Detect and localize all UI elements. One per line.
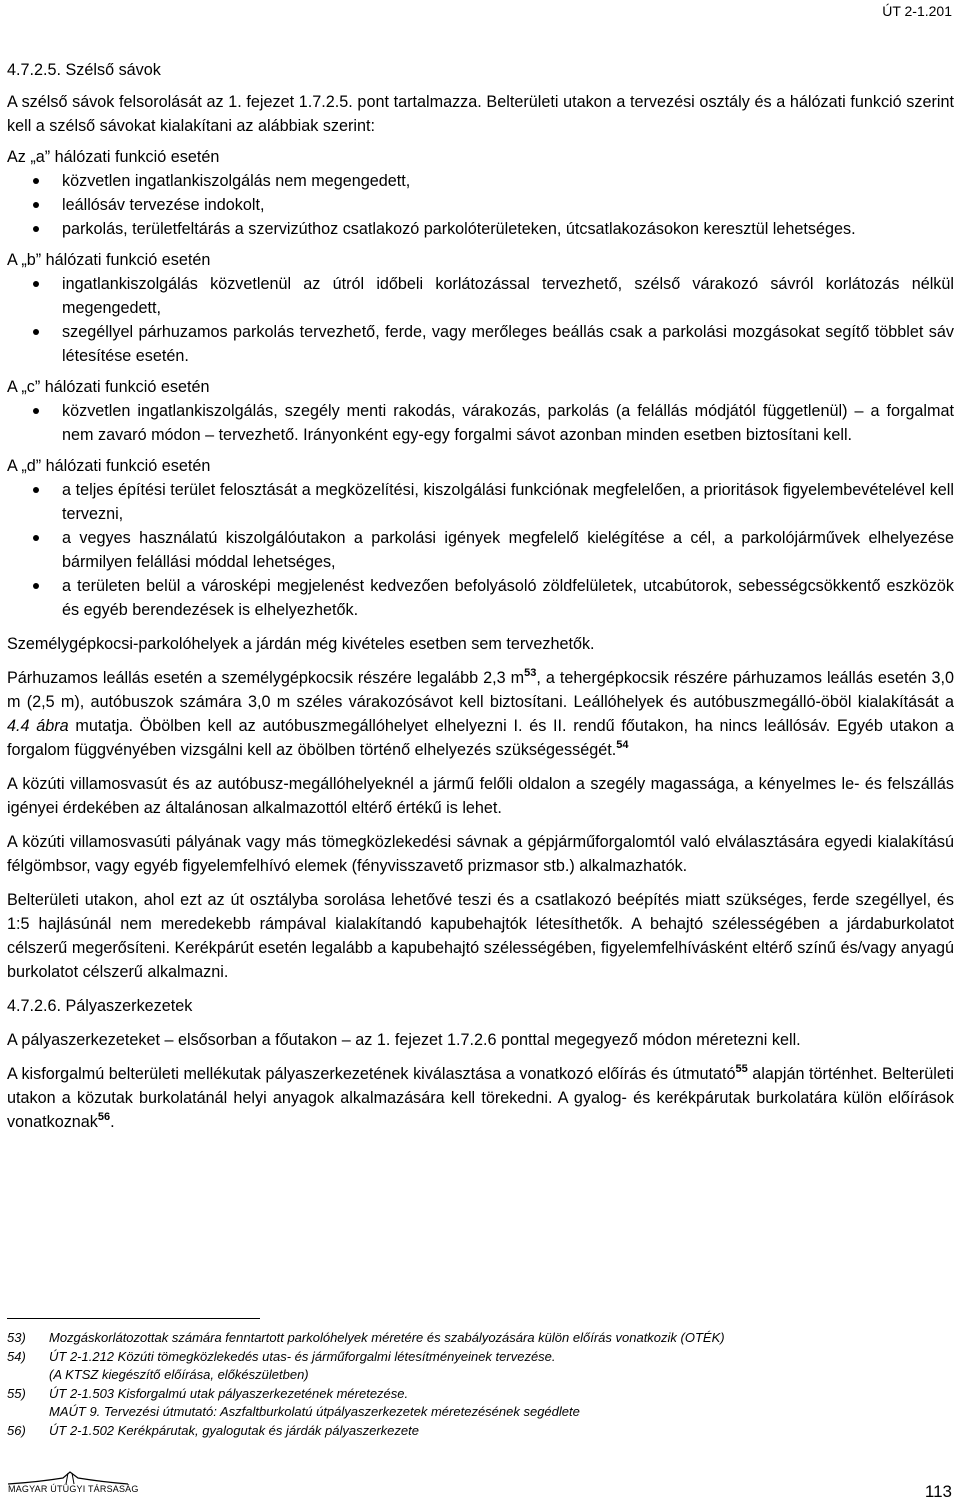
- footnote-number: 55): [7, 1385, 26, 1401]
- list-item: a teljes építési terület felosztását a megközelítési, kiszolgálási funkciónak megfelelően, a prioritások figyelembevételével kell tervezni,: [7, 478, 954, 526]
- publisher-name: MAGYAR ÚTÜGYI TÁRSASÁG: [8, 1484, 139, 1494]
- footnotes: [7, 1329, 947, 1441]
- paragraph-text: A kisforgalmú belterületi mellékutak pályaszerkezetének kiválasztása a vonatkozó előírás és útmutató: [7, 1065, 736, 1083]
- paragraph-separation: A közúti villamosvasúti pályának vagy más tömegközlekedési sávnak a gépjárműforgalomtól való elválasztására egyedi kialakítású félgömbsor, vagy egyéb figyelemfelhívó elemek (fényvisszavető prizmasor stb.) alkalmazhatók.: [7, 833, 954, 875]
- footnote-number: 56): [7, 1422, 26, 1438]
- list-item: közvetlen ingatlankiszolgálás nem megengedett,: [7, 169, 954, 193]
- footnote-divider: [7, 1318, 260, 1319]
- footnote-ref-55[interactable]: 55: [735, 1063, 748, 1075]
- footnote-number: 54): [7, 1348, 26, 1364]
- footnote-text: (A KTSZ kiegészítő előírása, előkészületben): [49, 1367, 309, 1383]
- footnote-text: Mozgáskorlátozottak számára fenntartott parkolóhelyek méretére és szabályozására külön előírás vonatkozik (OTÉK): [49, 1330, 725, 1345]
- intro-paragraph: A szélső sávok felsorolását az 1. fejezet 1.7.2.5. pont tartalmazza. Belterületi utakon a tervezési osztály és a hálózati funkció szerint kell a szélső sávokat kialakítani az alábbiak szerint:: [7, 93, 954, 135]
- footnote-ref-53[interactable]: 53: [524, 667, 537, 679]
- group-c-lead: A „c” hálózati funkció esetén: [7, 378, 210, 396]
- footnote-55: [7, 1385, 947, 1422]
- paragraph-pavement-design: A pályaszerkezeteket – elsősorban a főutakon – az 1. fejezet 1.7.2.6 ponttal megegyező módon méretezni kell.: [7, 1031, 801, 1049]
- list-item: leállósáv tervezése indokolt,: [7, 193, 954, 217]
- paragraph-parallel-parking: [7, 666, 954, 762]
- footnote-text: ÚT 2-1.503 Kisforgalmú utak pályaszerkezetének méretezése.: [49, 1385, 409, 1401]
- list-item: a területen belül a városképi megjelenést kedvezően befolyásoló zöldfelületek, utcabútorok, sebességcsökkentő eszközök és egyéb berendezések is elhelyezhetők.: [7, 574, 954, 622]
- list-item: a vegyes használatú kiszolgálóutakon a parkolási igények megfelelő kielégítése a cél, a parkolójárművek elhelyezése bármilyen felállási móddal lehetséges,: [7, 526, 954, 574]
- paragraph-text: Párhuzamos leállás esetén a személygépkocsik részére legalább 2,3 m: [7, 669, 525, 687]
- page-number: 113: [924, 1482, 952, 1501]
- footnote-54: [7, 1348, 947, 1385]
- footnote-56: [7, 1422, 947, 1441]
- footnote-text: MAÚT 9. Tervezési útmutató: Aszfaltburkolatú útpályaszerkezetek méretezésének segédlete: [49, 1404, 580, 1420]
- document-code: ÚT 2-1.201: [882, 3, 952, 19]
- footnote-ref-54[interactable]: 54: [616, 739, 629, 751]
- paragraph-text: , a tehergépkocsik részére párhuzamos leállás esetén 3,0 m (2,5 m), autóbuszok számára 3,0 m széles várakozósávot kell biztosítani. Leállóhelyek és autóbuszmegálló-öböl kialakítását a: [7, 669, 954, 711]
- group-c-list: [7, 399, 954, 447]
- group-a-list: [7, 169, 954, 241]
- paragraph-text: alapján történhet. Belterületi utakon a közutak burkolatánál helyi anyagok alkalmazására kell törekedni. A gyalog- és kerékpárutak burkolatára külön előírások vonatkoznak: [7, 1065, 954, 1131]
- list-item: ingatlankiszolgálás közvetlenül az útról időbeli korlátozással tervezhető, szélső várakozó sávról korlátozás nélkül megengedett,: [7, 272, 954, 320]
- figure-reference: 4.4 ábra: [7, 717, 69, 735]
- footnote-53: [7, 1329, 947, 1348]
- footnote-number: 53): [7, 1330, 26, 1345]
- list-item: közvetlen ingatlankiszolgálás, szegély menti rakodás, várakozás, parkolás (a felállás módjától függetlenül) – a forgalmat nem zavaró módon – tervezhető. Irányonként egy-egy forgalmi sávot azonban minden esetben biztosítani kell.: [7, 399, 954, 447]
- paragraph-text: .: [110, 1113, 115, 1131]
- paragraph-tram-curb: A közúti villamosvasút és az autóbusz-megállóhelyeknél a jármű felőli oldalon a szegély magassága, a kényelmes le- és felszállás igényei érdekében az általánosan alkalmazottól eltérő értékű is lehet.: [7, 775, 954, 817]
- group-d-list: [7, 478, 954, 622]
- paragraph-no-parking-sidewalk: Személygépkocsi-parkolóhelyek a járdán még kivételes esetben sem tervezhetők.: [7, 635, 595, 653]
- footnote-text: ÚT 2-1.502 Kerékpárutak, gyalogutak és járdák pályaszerkezete: [49, 1422, 419, 1438]
- group-d-lead: A „d” hálózati funkció esetén: [7, 457, 211, 475]
- publisher-logo: [8, 1470, 158, 1500]
- section-heading-szelso-savok: 4.7.2.5. Szélső sávok: [7, 61, 161, 79]
- paragraph-low-traffic-roads: [7, 1062, 954, 1134]
- group-b-list: [7, 272, 954, 368]
- main-content: [7, 58, 954, 1134]
- group-a-lead: Az „a” hálózati funkció esetén: [7, 148, 220, 166]
- paragraph-driveways: Belterületi utakon, ahol ezt az út osztályba sorolása lehetővé teszi és a csatlakozó beépítés miatt szükséges, ferde szegéllyel, és 1:5 hajlásúnál nem meredekebb rámpával kialakítandó kapubehajtók létesíthetők. A behajtó szélességében a járdaburkolatot célszerű megerősíteni. Kerékpárút esetén legalább a kapubehajtó szélességében, figyelemfelhívásként eltérő színű és/vagy anyagú burkolatot célszerű alkalmazni.: [7, 891, 954, 981]
- group-b-lead: A „b” hálózati funkció esetén: [7, 251, 211, 269]
- paragraph-text: mutatja. Öbölben kell az autóbuszmegállóhelyet elhelyezni I. és II. rendű főutakon, ha nincs leállósáv. Egyéb utakon a forgalom függvényében vizsgálni kell az öbölben történő elhelyezés szükségességét.: [7, 717, 954, 759]
- list-item: szegéllyel párhuzamos parkolás tervezhető, ferde, vagy merőleges beállás csak a parkolási mozgásokat segítő többlet sáv létesítése esetén.: [7, 320, 954, 368]
- footnote-ref-56[interactable]: 56: [97, 1111, 111, 1123]
- list-item: parkolás, területfeltárás a szervizúthoz csatlakozó parkolóterületeken, útcsatlakozásokon keresztül lehetséges.: [7, 217, 954, 241]
- section-heading-palyaszerkezetek: 4.7.2.6. Pályaszerkezetek: [7, 997, 193, 1015]
- footnote-text: ÚT 2-1.212 Közúti tömegközlekedés utas- és járműforgalmi létesítményeinek tervezése.: [49, 1348, 556, 1364]
